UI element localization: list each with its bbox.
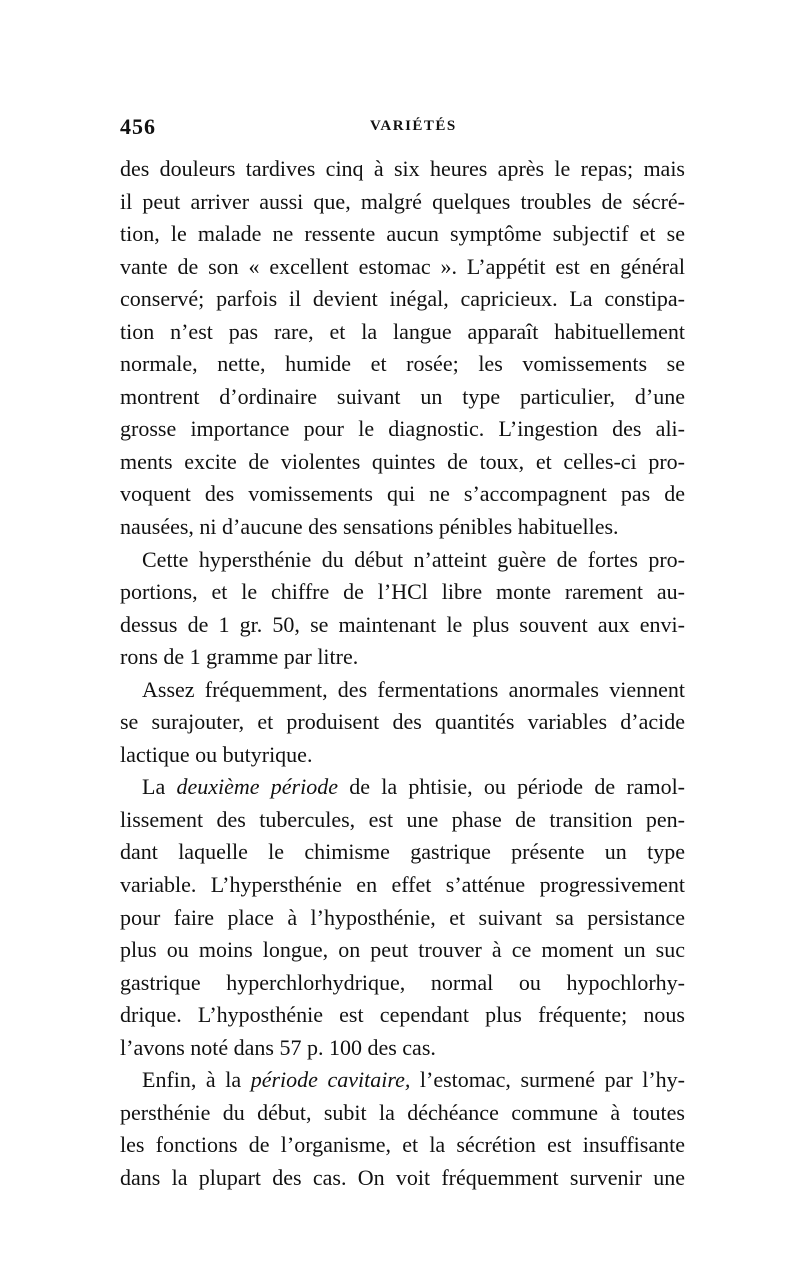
- text-line: plus ou moins longue, on peut trouver à ce moment un suc: [120, 937, 685, 963]
- text-line: ments excite de violentes quintes de toux, et celles-ci pro-: [120, 448, 685, 474]
- paragraph-first-line: [120, 771, 685, 804]
- text-line: des douleurs tardives cinq à six heures après le repas; mais: [120, 156, 685, 181]
- text-line: dant laquelle le chimisme gastrique présente un type: [120, 839, 685, 865]
- italic-term: deuxième période: [176, 774, 338, 800]
- page-number: 456: [120, 114, 156, 139]
- paragraph-first-line: Cette hypersthénie du début n’atteint guère de fortes pro-: [142, 546, 685, 572]
- text-line: l’avons noté dans 57 p. 100 des cas.: [120, 1034, 436, 1060]
- text-line: pour faire place à l’hyposthénie, et suivant sa persistance: [120, 904, 685, 930]
- text-line: lactique ou butyrique.: [120, 741, 313, 767]
- italic-term: période cavitaire,: [250, 1067, 411, 1093]
- text-line: gastrique hyperchlorhydrique, normal ou hypochlorhy-: [120, 969, 685, 995]
- text-line: lissement des tubercules, est une phase de transition pen-: [120, 806, 685, 832]
- text-line: nausées, ni d’aucune des sensations pénibles habituelles.: [120, 514, 619, 540]
- text-line: grosse importance pour le diagnostic. L’ingestion des ali-: [120, 416, 685, 442]
- text-line: conservé; parfois il devient inégal, capricieux. La constipa-: [120, 286, 685, 312]
- section-title: VARIÉTÉS: [370, 118, 457, 134]
- text-line: dessus de 1 gr. 50, se maintenant le plus souvent aux envi-: [120, 611, 685, 637]
- line-text: Enfin, à la: [142, 1067, 251, 1093]
- line-text: La: [142, 774, 177, 800]
- text-line: montrent d’ordinaire suivant un type particulier, d’une: [120, 383, 685, 409]
- paragraph-first-line: [120, 1064, 685, 1097]
- text-line: dans la plupart des cas. On voit fréquemment survenir une: [120, 1164, 685, 1190]
- running-head: [120, 114, 680, 144]
- text-line: rons de 1 gramme par litre.: [120, 644, 359, 670]
- text-line: normale, nette, humide et rosée; les vomissements se: [120, 351, 685, 377]
- text-line: persthénie du début, subit la déchéance commune à toutes: [120, 1099, 685, 1125]
- line-text: l’estomac, surmené par l’hy-: [410, 1067, 685, 1093]
- text-line: portions, et le chiffre de l’HCl libre monte rarement au-: [120, 579, 685, 605]
- text-line: tion n’est pas rare, et la langue apparaît habituellement: [120, 318, 685, 344]
- text-line: drique. L’hyposthénie est cependant plus fréquente; nous: [120, 1002, 685, 1028]
- line-text: de la phtisie, ou période de ramol-: [338, 774, 686, 800]
- text-line: voquent des vomissements qui ne s’accompagnent pas de: [120, 481, 685, 507]
- text-line: vante de son « excellent estomac ». L’appétit est en général: [120, 253, 685, 279]
- text-line: tion, le malade ne ressente aucun symptôme subjectif et se: [120, 221, 685, 247]
- text-line: les fonctions de l’organisme, et la sécrétion est insuffisante: [120, 1132, 685, 1158]
- text-line: il peut arriver aussi que, malgré quelques troubles de sécré-: [120, 188, 685, 214]
- text-line: se surajouter, et produisent des quantités variables d’acide: [120, 709, 685, 735]
- paragraph-first-line: Assez fréquemment, des fermentations anormales viennent: [142, 676, 685, 702]
- text-line: variable. L’hypersthénie en effet s’atténue progressivement: [120, 872, 685, 898]
- body-text: [120, 153, 685, 1195]
